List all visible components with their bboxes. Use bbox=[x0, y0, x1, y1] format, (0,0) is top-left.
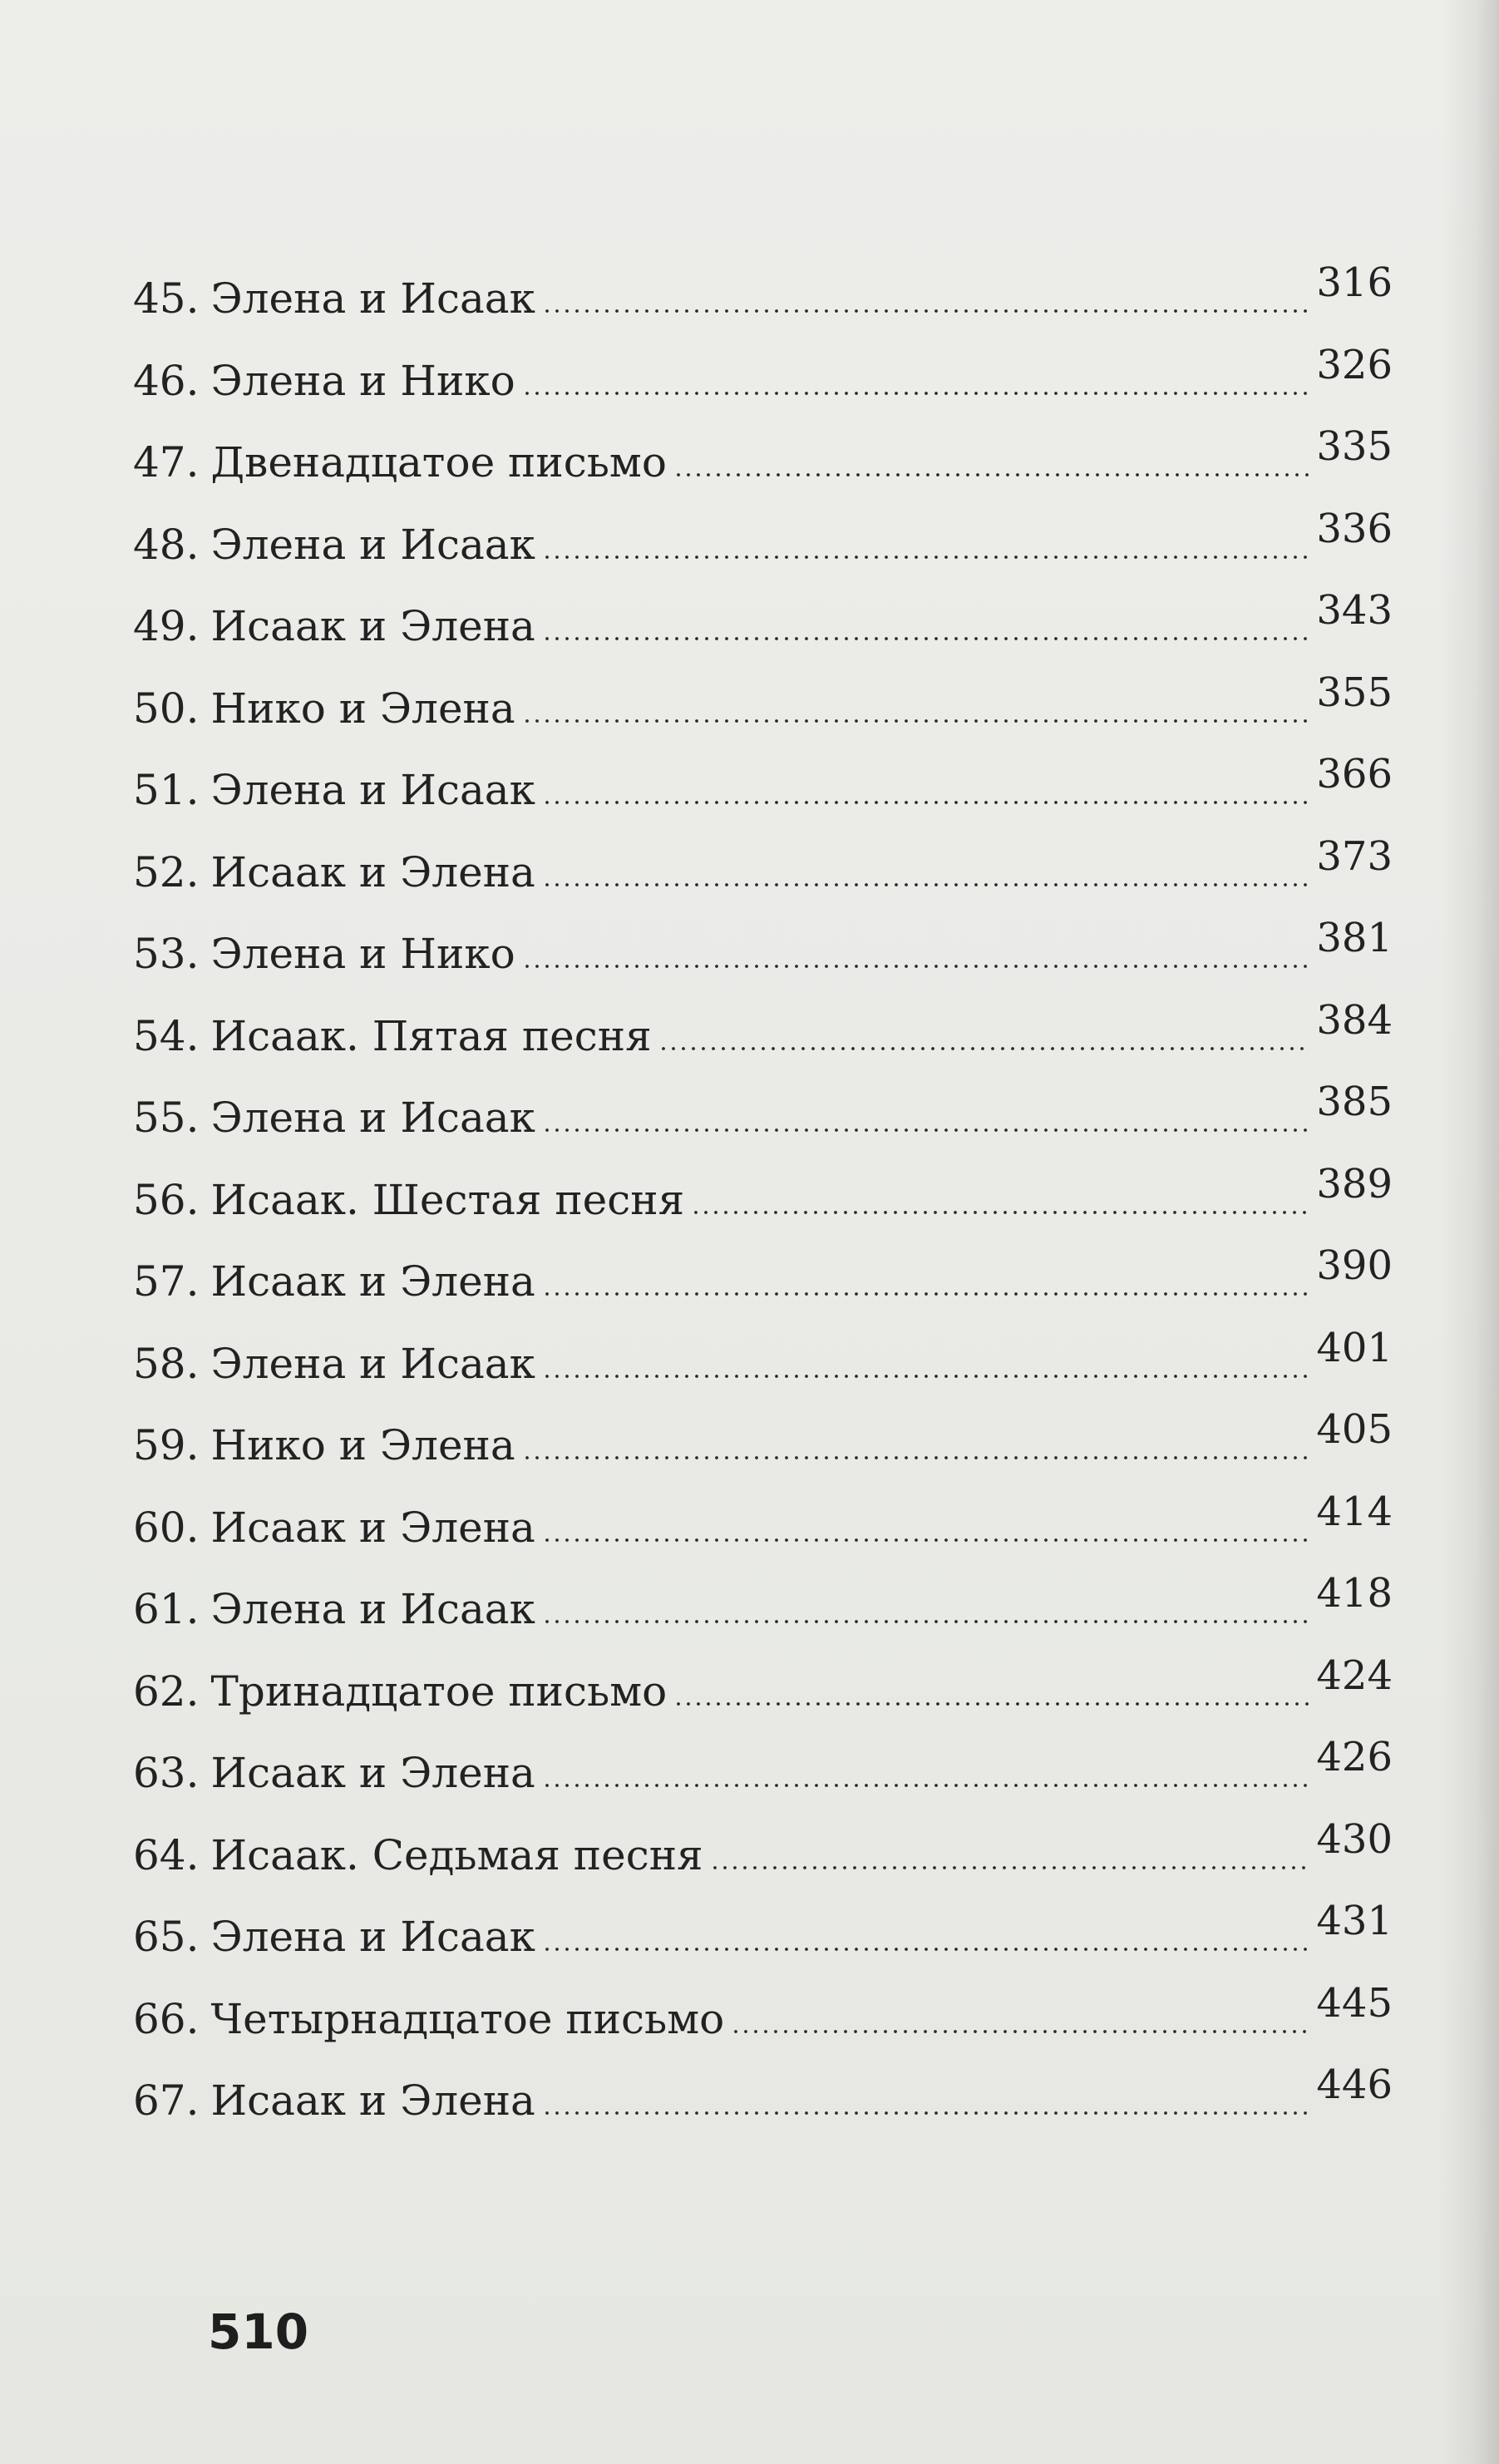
dot-leader bbox=[542, 637, 1310, 640]
chapter-page-number: 445 bbox=[1316, 1979, 1393, 2027]
chapter-page-number: 381 bbox=[1316, 915, 1393, 961]
chapter-title: Исаак. Шестая песня bbox=[210, 1175, 685, 1224]
chapter-page-number: 418 bbox=[1316, 1570, 1393, 1617]
toc-entry bbox=[133, 913, 1393, 995]
chapter-page-number: 316 bbox=[1316, 259, 1393, 306]
chapter-title: Исаак и Элена bbox=[210, 1257, 535, 1306]
toc-entry bbox=[133, 504, 1393, 586]
toc-entry bbox=[133, 1568, 1393, 1651]
dot-leader bbox=[691, 1211, 1309, 1214]
page-number: 510 bbox=[208, 2304, 309, 2360]
chapter-page-number: 373 bbox=[1316, 832, 1393, 880]
toc-entry bbox=[133, 1896, 1393, 1978]
toc-entry bbox=[133, 1487, 1393, 1569]
dot-leader bbox=[673, 473, 1309, 477]
chapter-page-number: 326 bbox=[1316, 341, 1393, 388]
chapter-title: Элена и Исаак bbox=[210, 1339, 535, 1388]
chapter-number: 61. bbox=[133, 1585, 200, 1633]
chapter-title: Нико и Элена bbox=[210, 1421, 515, 1469]
toc-entry bbox=[133, 422, 1393, 504]
dot-leader bbox=[731, 2030, 1309, 2033]
dot-leader bbox=[542, 309, 1310, 313]
chapter-title: Элена и Исаак bbox=[210, 766, 535, 814]
dot-leader bbox=[542, 2111, 1310, 2115]
toc-entry bbox=[133, 1405, 1393, 1487]
chapter-number: 57. bbox=[133, 1257, 200, 1306]
chapter-number: 60. bbox=[133, 1503, 200, 1552]
chapter-number: 47. bbox=[133, 438, 200, 486]
chapter-title: Элена и Нико bbox=[210, 356, 515, 405]
toc-entry bbox=[133, 668, 1393, 750]
chapter-number: 45. bbox=[133, 274, 200, 323]
toc-entry bbox=[133, 1241, 1393, 1323]
chapter-title: Четырнадцатое письмо bbox=[210, 1994, 725, 2043]
chapter-number: 63. bbox=[133, 1749, 200, 1797]
toc-entry bbox=[133, 1159, 1393, 1242]
chapter-number: 49. bbox=[133, 602, 200, 650]
chapter-page-number: 424 bbox=[1316, 1652, 1393, 1699]
chapter-page-number: 385 bbox=[1316, 1079, 1393, 1125]
chapter-title: Исаак и Элена bbox=[210, 602, 535, 650]
dot-leader bbox=[522, 965, 1310, 968]
dot-leader bbox=[522, 392, 1310, 395]
chapter-page-number: 384 bbox=[1316, 996, 1393, 1044]
chapter-page-number: 426 bbox=[1316, 1734, 1393, 1780]
toc-entry bbox=[133, 258, 1393, 340]
chapter-number: 50. bbox=[133, 684, 200, 733]
chapter-title: Элена и Исаак bbox=[210, 1094, 535, 1142]
dot-leader bbox=[542, 1128, 1310, 1132]
toc-entry bbox=[133, 585, 1393, 668]
chapter-page-number: 446 bbox=[1316, 2062, 1393, 2108]
toc-entry bbox=[133, 1815, 1393, 1897]
chapter-title: Исаак и Элена bbox=[210, 2076, 535, 2125]
chapter-title: Нико и Элена bbox=[210, 684, 515, 733]
chapter-number: 59. bbox=[133, 1421, 200, 1469]
chapter-title: Элена и Исаак bbox=[210, 520, 535, 569]
chapter-page-number: 336 bbox=[1316, 505, 1393, 552]
chapter-number: 46. bbox=[133, 356, 200, 405]
dot-leader bbox=[542, 1292, 1310, 1296]
dot-leader bbox=[542, 1538, 1310, 1542]
toc-entry bbox=[133, 1323, 1393, 1405]
chapter-number: 62. bbox=[133, 1667, 200, 1716]
toc-entry bbox=[133, 832, 1393, 914]
chapter-number: 53. bbox=[133, 930, 200, 978]
chapter-page-number: 343 bbox=[1316, 587, 1393, 634]
dot-leader bbox=[542, 1784, 1310, 1787]
chapter-title: Исаак и Элена bbox=[210, 1749, 535, 1797]
dot-leader bbox=[542, 1948, 1310, 1951]
chapter-page-number: 430 bbox=[1316, 1815, 1393, 1863]
chapter-title: Исаак. Пятая песня bbox=[210, 1011, 652, 1060]
dot-leader bbox=[542, 801, 1310, 804]
dot-leader bbox=[710, 1866, 1310, 1869]
chapter-page-number: 414 bbox=[1316, 1488, 1393, 1535]
chapter-number: 64. bbox=[133, 1830, 200, 1879]
chapter-title: Исаак и Элена bbox=[210, 847, 535, 896]
chapter-number: 54. bbox=[133, 1011, 200, 1060]
chapter-title: Исаак. Седьмая песня bbox=[210, 1830, 703, 1879]
chapter-title: Элена и Исаак bbox=[210, 1913, 535, 1961]
dot-leader bbox=[542, 1375, 1310, 1378]
chapter-title: Элена и Исаак bbox=[210, 1585, 535, 1633]
chapter-title: Элена и Нико bbox=[210, 930, 515, 978]
chapter-number: 56. bbox=[133, 1175, 200, 1224]
chapter-number: 66. bbox=[133, 1994, 200, 2043]
toc-entry bbox=[133, 1978, 1393, 2061]
chapter-page-number: 431 bbox=[1316, 1898, 1393, 1944]
dot-leader bbox=[542, 883, 1310, 886]
chapter-title: Элена и Исаак bbox=[210, 274, 535, 323]
page-edge-shadow bbox=[1441, 0, 1499, 2464]
chapter-page-number: 389 bbox=[1316, 1160, 1393, 1207]
chapter-number: 67. bbox=[133, 2076, 200, 2125]
chapter-number: 55. bbox=[133, 1094, 200, 1142]
toc-entry bbox=[133, 995, 1393, 1078]
chapter-number: 48. bbox=[133, 520, 200, 569]
dot-leader bbox=[522, 1456, 1310, 1459]
dot-leader bbox=[673, 1702, 1309, 1706]
chapter-page-number: 401 bbox=[1316, 1324, 1393, 1371]
chapter-number: 52. bbox=[133, 847, 200, 896]
toc-entry bbox=[133, 1651, 1393, 1733]
toc-entry bbox=[133, 1077, 1393, 1159]
toc-entry bbox=[133, 2060, 1393, 2142]
toc-entry bbox=[133, 340, 1393, 422]
dot-leader bbox=[522, 719, 1310, 723]
toc-entry bbox=[133, 1732, 1393, 1815]
chapter-number: 65. bbox=[133, 1913, 200, 1961]
chapter-number: 58. bbox=[133, 1339, 200, 1388]
chapter-title: Исаак и Элена bbox=[210, 1503, 535, 1552]
chapter-title: Тринадцатое письмо bbox=[210, 1667, 668, 1716]
table-of-contents bbox=[133, 258, 1393, 2142]
dot-leader bbox=[658, 1047, 1310, 1050]
chapter-number: 51. bbox=[133, 766, 200, 814]
chapter-page-number: 335 bbox=[1316, 423, 1393, 470]
dot-leader bbox=[542, 1620, 1310, 1623]
chapter-page-number: 366 bbox=[1316, 751, 1393, 797]
chapter-page-number: 390 bbox=[1316, 1242, 1393, 1289]
toc-entry bbox=[133, 749, 1393, 832]
chapter-title: Двенадцатое письмо bbox=[210, 438, 667, 486]
chapter-page-number: 405 bbox=[1316, 1406, 1393, 1453]
chapter-page-number: 355 bbox=[1316, 669, 1393, 716]
dot-leader bbox=[542, 556, 1310, 559]
